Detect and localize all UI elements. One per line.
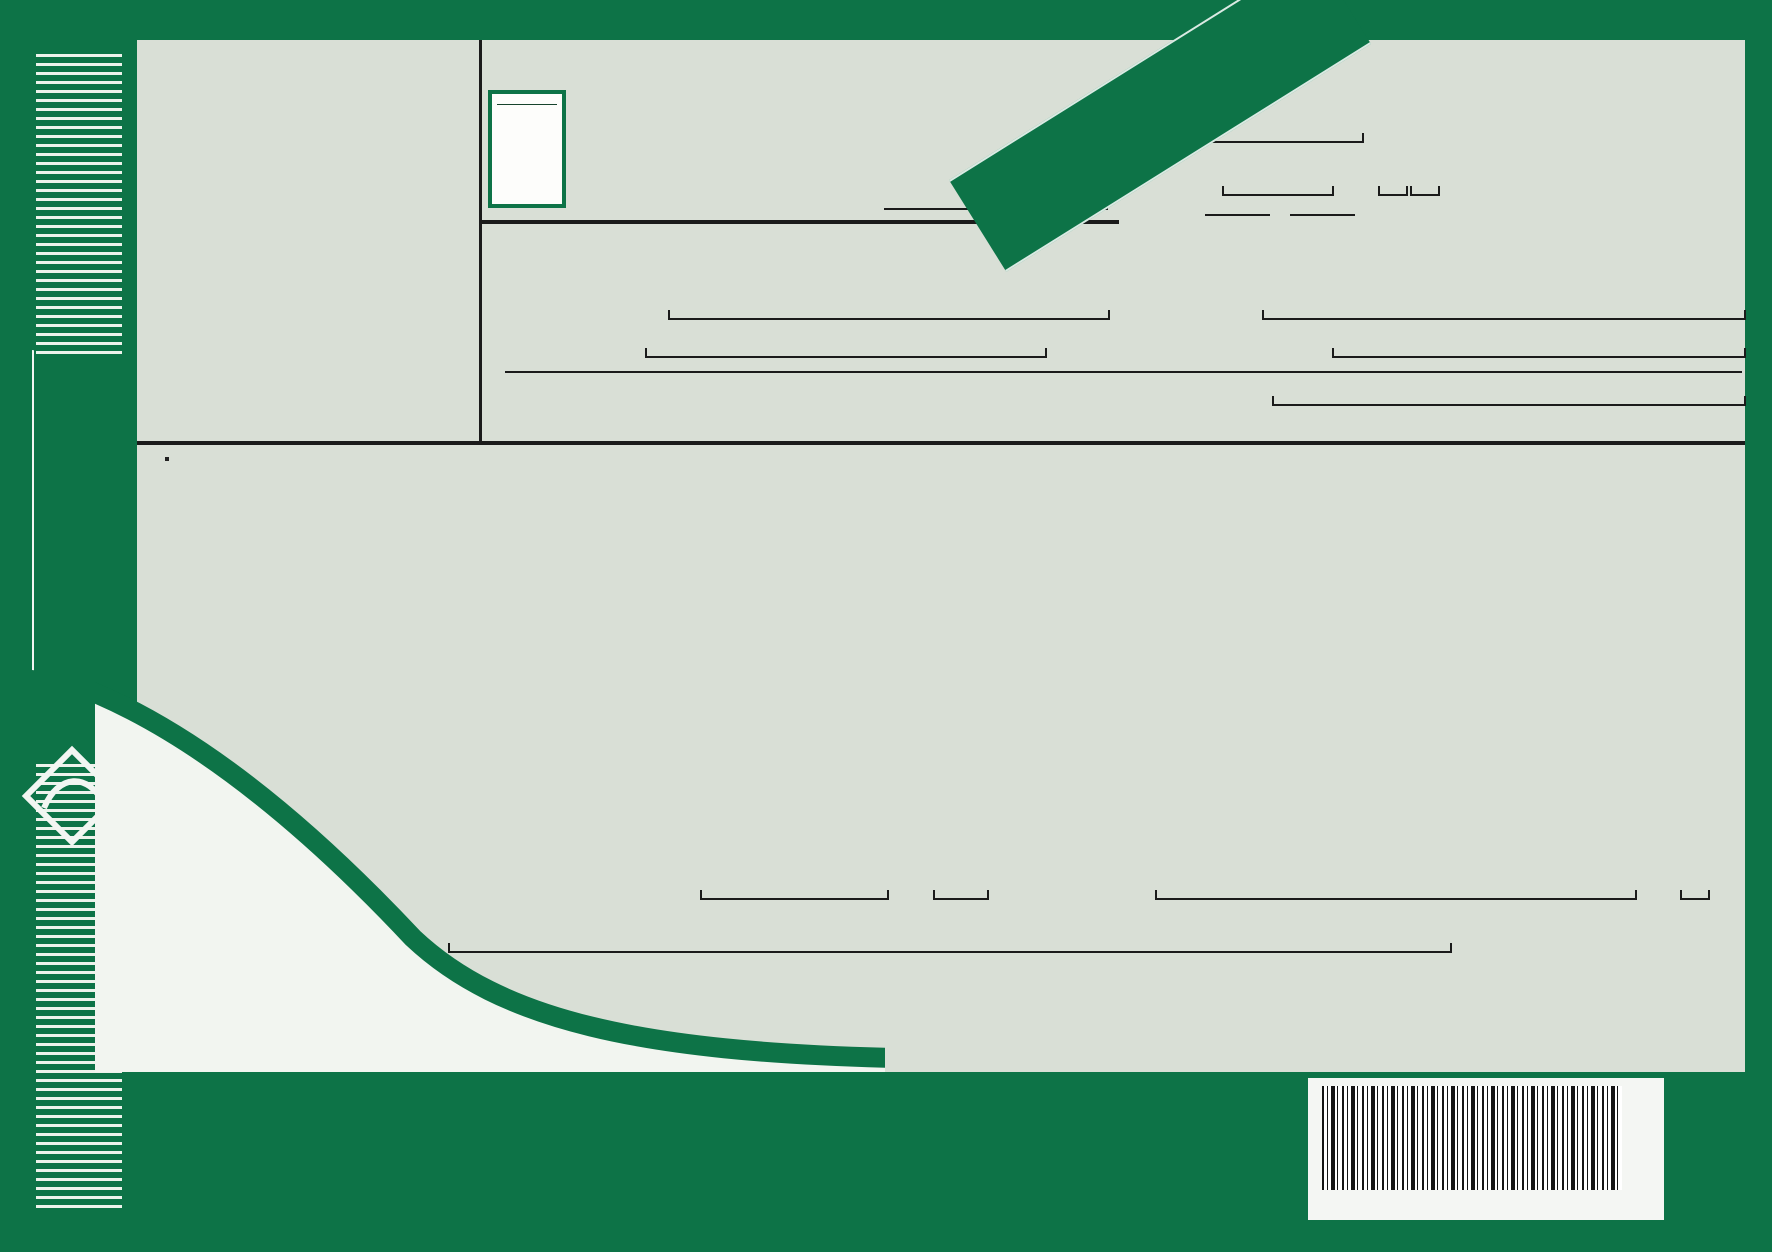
place-date-label-en	[1205, 214, 1355, 216]
firstname-field-line	[1262, 310, 1746, 320]
gr-slownie-label	[997, 870, 1003, 894]
country-field-line	[645, 348, 1047, 358]
vertical-divider	[479, 40, 482, 445]
tax-free-logo-box	[488, 90, 566, 208]
amount-gr-field-line	[933, 890, 989, 900]
address-field-line	[1332, 348, 1746, 358]
year-box-1	[1378, 186, 1408, 196]
gr2-field-line	[1680, 890, 1710, 900]
main-divider-line	[137, 441, 1745, 445]
publisher-name	[30, 350, 34, 670]
goods-table	[165, 457, 169, 461]
barcode	[1308, 1078, 1664, 1220]
barcode-side-code-wrap	[1632, 1084, 1648, 1154]
year-box-2	[1410, 186, 1440, 196]
passport-field-line	[1272, 396, 1746, 406]
publisher-block	[30, 350, 134, 670]
barcode-bars	[1322, 1086, 1622, 1190]
address-continuation-line	[505, 371, 1742, 373]
print-info-block	[1672, 1076, 1736, 1222]
in-words-field-line	[1155, 890, 1637, 900]
year-field-line	[1222, 186, 1334, 196]
swoosh-mosaic	[95, 660, 885, 1072]
logo-box-divider	[497, 104, 557, 105]
sidebar-stripes-top	[36, 54, 122, 354]
barcode-side-code	[1632, 1084, 1648, 1154]
surname-field-line	[668, 310, 1110, 320]
